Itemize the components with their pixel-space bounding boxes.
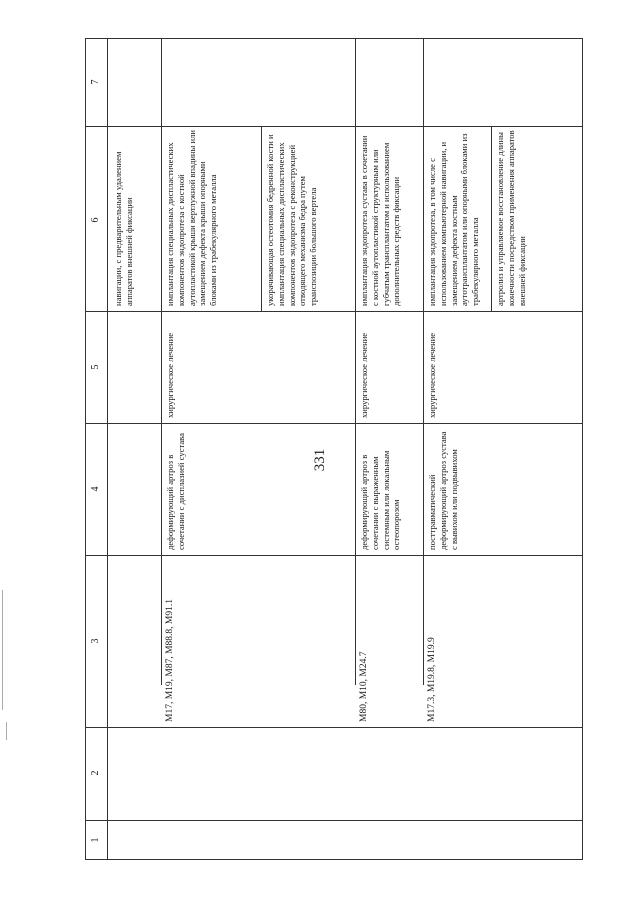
column-header-1: 1 [90, 837, 101, 843]
procedure-text: имплантация эндопротеза, в том числе с использованием компьютерной навигации, и замещением дефекта костным аутотрансплантатом или опорными блоками из трабекулярного металла [427, 133, 481, 306]
procedure-text: имплантация специальных диспластических компонентов эндопротеза с костной аутопластикой крыши вертлужной впадины или замещением дефекта крыши опорными блоками из трабекулярного металла [165, 130, 219, 306]
treatment-type: хирургическое лечение [359, 332, 369, 418]
column-header-4: 4 [90, 486, 101, 492]
icd-codes: M17, M19, M87, M88.8, M91.1 [165, 599, 175, 722]
procedure-text: укорачивающая остеотомия бедренной кости и имплантация специальных диспластических компонентов эндопротеза с реконструкцией отводящего механизма бедра путем транспозиции большого вертела [265, 134, 319, 306]
procedure-text: имплантация эндопротеза сустава в сочетании с костной аутопластикой структурным или губчатым трансплантатом и использованием дополнительных средств фиксации [359, 135, 402, 306]
scan-artifact [2, 590, 3, 710]
diagnosis-text: деформирующий артроз в сочетании с выраженным системным или локальным остеопорозом [359, 450, 402, 550]
diagnosis-text: деформирующий артроз в сочетании с дисплазией сустава [165, 433, 186, 550]
clinical-table [85, 38, 583, 860]
icd-codes: M17.3, M19.8, M19.9 [427, 637, 437, 722]
icd-codes: M80, M10, M24.7 [359, 651, 369, 722]
column-header-6: 6 [90, 217, 101, 223]
treatment-type: хирургическое лечение [427, 332, 437, 418]
treatment-type: хирургическое лечение [165, 332, 175, 418]
page-number: 331 [312, 448, 328, 472]
column-header-3: 3 [90, 638, 101, 644]
column-header-5: 5 [90, 364, 101, 370]
scan-artifact [6, 722, 7, 740]
column-header-2: 2 [90, 770, 101, 776]
diagnosis-text: посттравматический деформирующий артроз сустава с вывихом или подвывихом [427, 431, 459, 550]
procedure-text: артролиз и управляемое восстановление длины конечности посредством применения аппаратов внешней фиксации [495, 130, 527, 306]
column-header-7: 7 [90, 79, 101, 85]
procedure-text: навигации, с предварительным удалением аппаратов внешней фиксации [113, 151, 134, 306]
